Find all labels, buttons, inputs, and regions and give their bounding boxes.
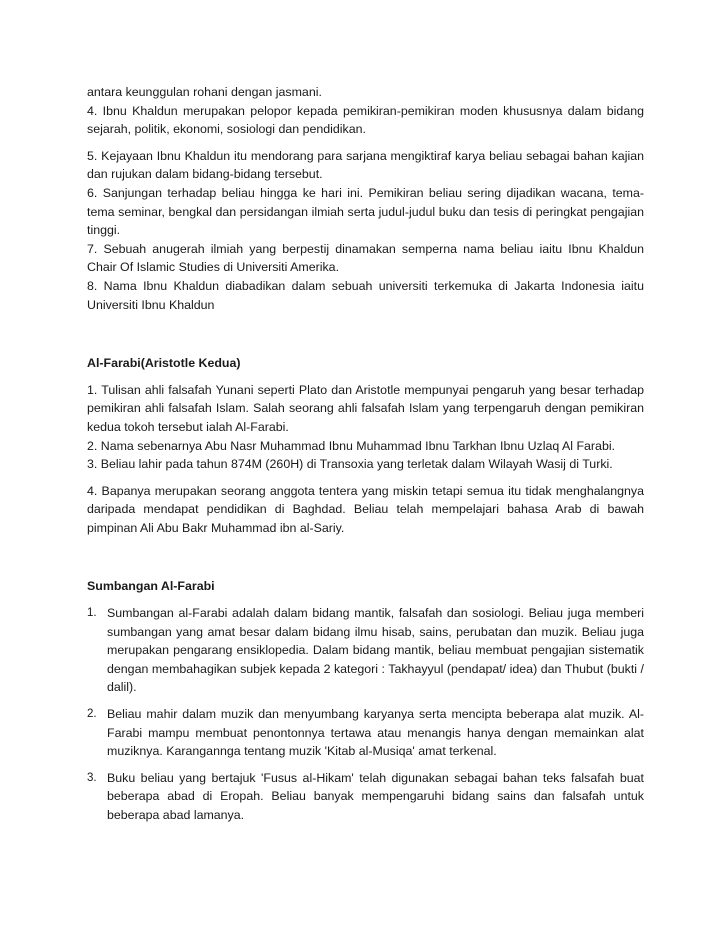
sumbangan-list (87, 604, 644, 825)
list-item-text: Beliau mahir dalam muzik dan menyumbang karyanya serta mencipta beberapa alat muzik. Al-Farabi mampu membuat penontonnya tertawa atau menangis hanya dengan memainkan alat muziknya. Karangannga tentang muzik 'Kitab al-Musiqa' amat terkenal. (107, 707, 644, 759)
paragraph-khaldun-4: 4. Ibnu Khaldun merupakan pelopor kepada pemikiran-pemikiran moden khususnya dalam bidang sejarah, politik, ekonomi, sosiologi dan pendidikan. (87, 103, 644, 137)
paragraph-farabi-3: 3. Beliau lahir pada tahun 874M (260H) di Transoxia yang terletak dalam Wilayah Wasij di Turki. (87, 457, 613, 472)
paragraph-farabi-1: 1. Tulisan ahli falsafah Yunani seperti Plato dan Aristotle mempunyai pengaruh yang besar terhadap pemikiran ahli falsafah Islam. Salah seorang ahli falsafah Islam yang terpengaruh dengan pemikiran kedua tokoh tersebut ialah Al-Farabi. (87, 382, 644, 434)
list-item-text: Sumbangan al-Farabi adalah dalam bidang mantik, falsafah dan sosiologi. Beliau juga memberi sumbangan yang amat besar dalam bidang ilmu hisab, sains, perubatan dan muzik. Beliau juga merupakan pengarang ensiklopedia. Dalam bidang mantik, beliau membuat pengajian sistematik dengan membahagikan subjek kepada 2 kategori : Takhayyul (pendapat/ idea) dan Thubut (bukti / dalil). (107, 606, 644, 695)
paragraph-continuation: antara keunggulan rohani dengan jasmani. (87, 85, 322, 99)
list-item (87, 604, 644, 697)
list-item-number: 3. (87, 771, 97, 784)
list-item-number: 2. (87, 708, 97, 721)
list-item-number: 1. (87, 607, 97, 620)
paragraph-farabi-4: 4. Bapanya merupakan seorang anggota tentera yang miskin tetapi semua itu tidak menghalangnya daripada mendapat pendidikan di Baghdad. Beliau telah mempelajari bahasa Arab di bawah pimpinan Ali Abu Bakr Muhammad ibn al-Sariy. (87, 483, 644, 535)
list-item (87, 705, 644, 761)
section-heading-al-farabi: Al-Farabi(Aristotle Kedua) (87, 356, 241, 371)
paragraph-khaldun-7: 7. Sebuah anugerah ilmiah yang berpestij dinamakan semperna nama beliau iaitu Ibnu Khaldun Chair Of Islamic Studies di Universiti Amerika. (87, 241, 644, 275)
paragraph-farabi-2: 2. Nama sebenarnya Abu Nasr Muhammad Ibnu Muhammad Ibnu Tarkhan Ibnu Uzlaq Al Farabi. (87, 438, 616, 453)
paragraph-khaldun-6: 6. Sanjungan terhadap beliau hingga ke hari ini. Pemikiran beliau sering dijadikan wacana, tema-tema seminar, bengkal dan persidangan ilmiah serta judul-judul buku dan tesis di peringkat pengajian tinggi. (87, 185, 644, 238)
list-item-text: Buku beliau yang bertajuk 'Fusus al-Hikam' telah digunakan sebagai bahan teks falsafah buat beberapa abad di Eropah. Beliau banyak mempengaruhi bidang sains dan falsafah untuk beberapa abad lamanya. (107, 770, 644, 822)
paragraph-khaldun-8: 8. Nama Ibnu Khaldun diabadikan dalam sebuah universiti terkemuka di Jakarta Indonesia iaitu Universiti Ibnu Khaldun (87, 278, 644, 312)
section-heading-sumbangan: Sumbangan Al-Farabi (87, 579, 215, 594)
list-item (87, 769, 644, 825)
paragraph-khaldun-5: 5. Kejayaan Ibnu Khaldun itu mendorang para sarjana mengiktiraf karya beliau sebagai bahan kajian dan rujukan dalam bidang-bidang tersebut. (87, 148, 644, 182)
document-page (87, 83, 644, 833)
